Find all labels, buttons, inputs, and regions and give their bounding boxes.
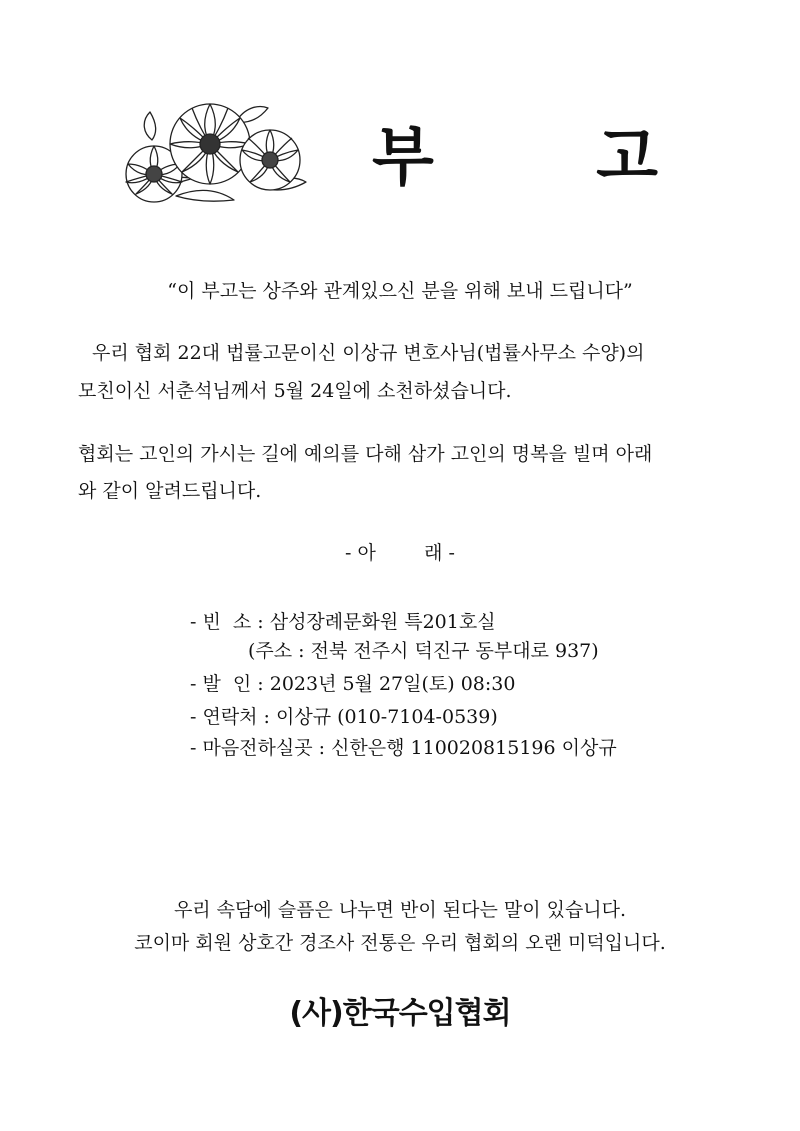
notice-line: “이 부고는 상주와 관계있으신 분을 위해 보내 드립니다” bbox=[167, 280, 633, 302]
association-message-line-2: 와 같이 알려드립니다. bbox=[78, 480, 262, 502]
chrysanthemum-illustration bbox=[112, 92, 308, 210]
closing-line-2: 코이마 회원 상호간 경조사 전통은 우리 협회의 오랜 미덕입니다. bbox=[134, 932, 666, 954]
association-message-line-1: 협회는 고인의 가시는 길에 예의를 다해 삼가 고인의 명복을 빌며 아래 bbox=[78, 443, 653, 465]
venue-detail: - 빈 소 : 삼성장례문화원 특201호실 bbox=[190, 611, 496, 633]
address-detail: (주소 : 전북 전주시 덕진구 동부대로 937) bbox=[248, 640, 599, 662]
announcement-line-1: 우리 협회 22대 법률고문이신 이상규 변호사님(법률사무소 수양)의 bbox=[92, 342, 645, 364]
closing-line-1: 우리 속담에 슬픔은 나누면 반이 된다는 말이 있습니다. bbox=[173, 899, 627, 921]
departure-detail: - 발 인 : 2023년 5월 27일(토) 08:30 bbox=[190, 673, 516, 695]
section-heading: - 아 래 - bbox=[345, 542, 455, 564]
condolence-account-detail: - 마음전하실곳 : 신한은행 110020815196 이상규 bbox=[190, 737, 617, 759]
announcement-line-2: 모친이신 서춘석님께서 5월 24일에 소천하셨습니다. bbox=[78, 380, 512, 402]
page-title: 부 고 bbox=[372, 120, 728, 195]
contact-detail: - 연락처 : 이상규 (010-7104-0539) bbox=[190, 706, 498, 728]
organization-name: (사)한국수입협회 bbox=[289, 996, 511, 1031]
